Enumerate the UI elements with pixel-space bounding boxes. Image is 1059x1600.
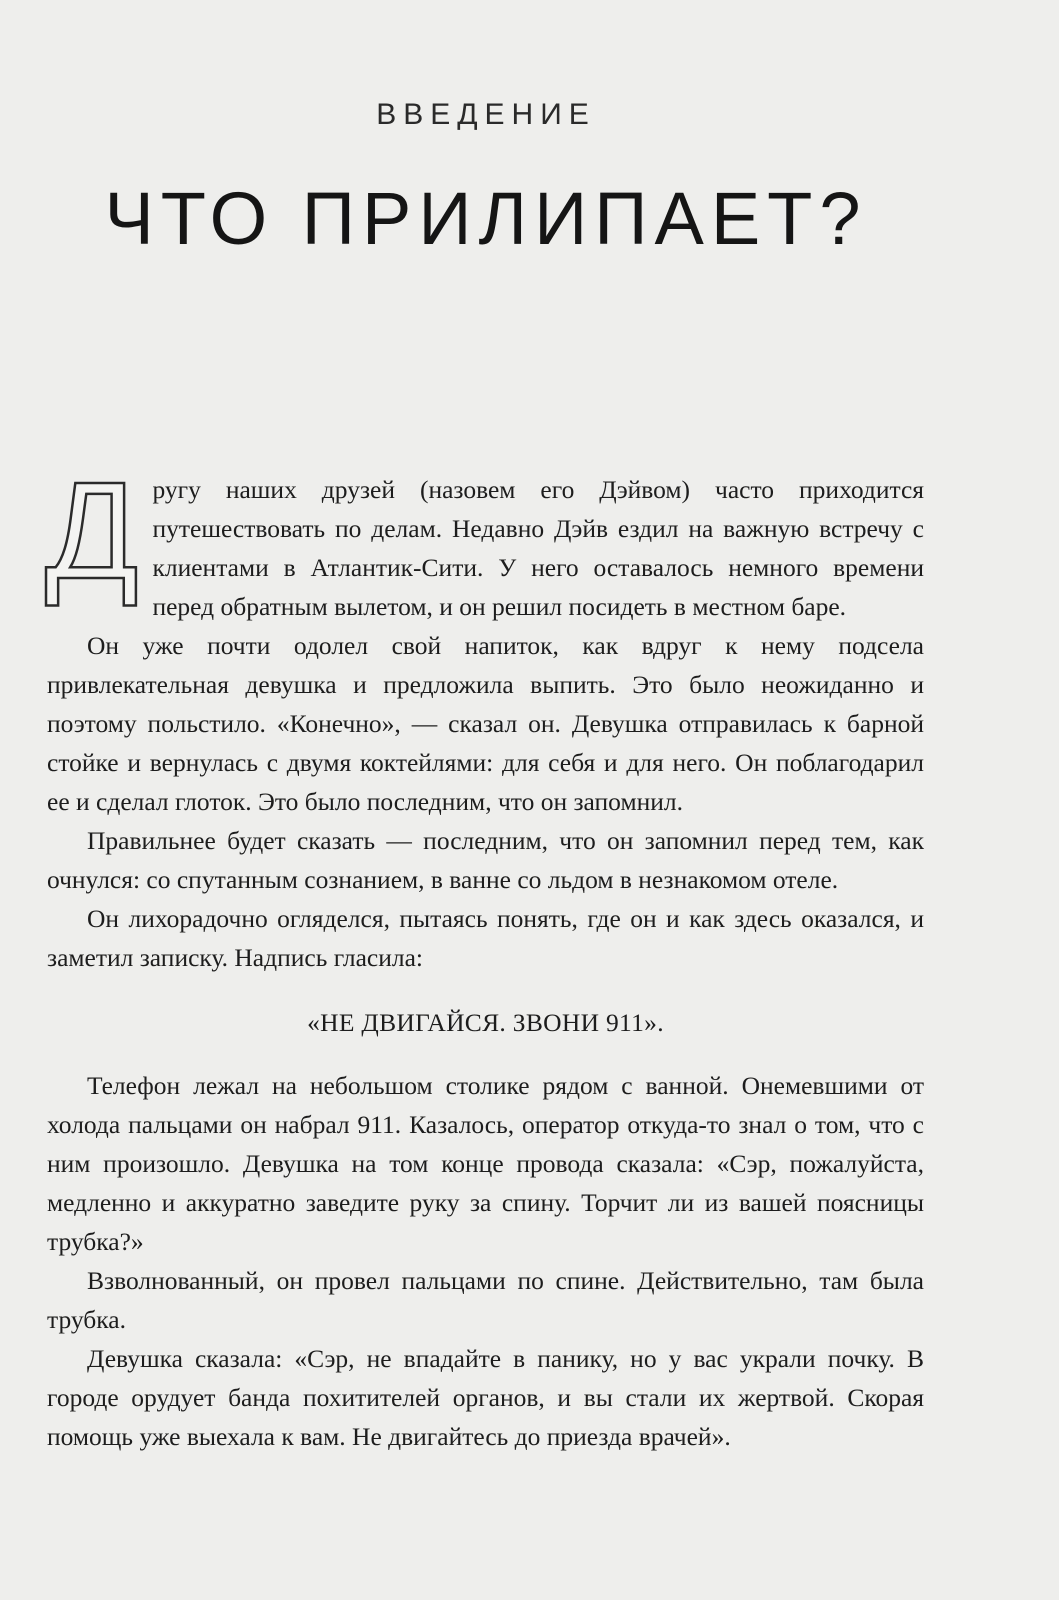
paragraph-text: ругу наших друзей (назовем его Дэйвом) часто приходится путешествовать по делам. Недавно Дэйв ездил на важную встречу с клиентами в Атлантик-Сити. У него оставалось немного времени перед обратным вылетом, и он решил посидеть в местном баре. bbox=[152, 475, 924, 621]
drop-cap: Д bbox=[45, 454, 139, 608]
paragraph: Взволнованный, он провел пальцами по спине. Действительно, там была трубка. bbox=[47, 1266, 924, 1334]
body-text bbox=[45, 454, 924, 1456]
paragraph: Он лихорадочно огляделся, пытаясь понять, где он и как здесь оказался, и заметил записку. Надпись гласила: bbox=[47, 904, 924, 972]
chapter-title: ЧТО ПРИЛИПАЕТ? bbox=[104, 177, 868, 260]
paragraph: Девушка сказала: «Сэр, не впадайте в панику, но у вас украли почку. В городе орудует банда похитителей органов, и вы стали их жертвой. Скорая помощь уже выехала к вам. Не двигайтесь до приезда врачей». bbox=[47, 1344, 924, 1451]
note-text: «НЕ ДВИГАЙСЯ. ЗВОНИ 911». bbox=[307, 1008, 664, 1037]
section-label: ВВЕДЕНИЕ bbox=[376, 98, 596, 131]
paragraph: Телефон лежал на небольшом столике рядом с ванной. Онемевшими от холода пальцами он набрал 911. Казалось, оператор откуда-то знал о том, что с ним произошло. Девушка на том конце провода сказала: «Сэр, пожалуйста, медленно и аккуратно заведите руку за спину. Торчит ли из вашей поясницы трубка?» bbox=[47, 1071, 924, 1256]
paragraph: Он уже почти одолел свой напиток, как вдруг к нему подсела привлекательная девушка и предложила выпить. Это было неожиданно и поэтому польстило. «Конечно», — сказал он. Девушка отправилась к барной стойке и вернулась с двумя коктейлями: для себя и для него. Он поблагодарил ее и сделал глоток. Это было последним, что он запомнил. bbox=[47, 631, 924, 816]
paragraph bbox=[45, 454, 924, 626]
paragraph: Правильнее будет сказать — последним, что он запомнил перед тем, как очнулся: со спутанным сознанием, в ванне со льдом в незнакомом отеле. bbox=[47, 826, 924, 894]
